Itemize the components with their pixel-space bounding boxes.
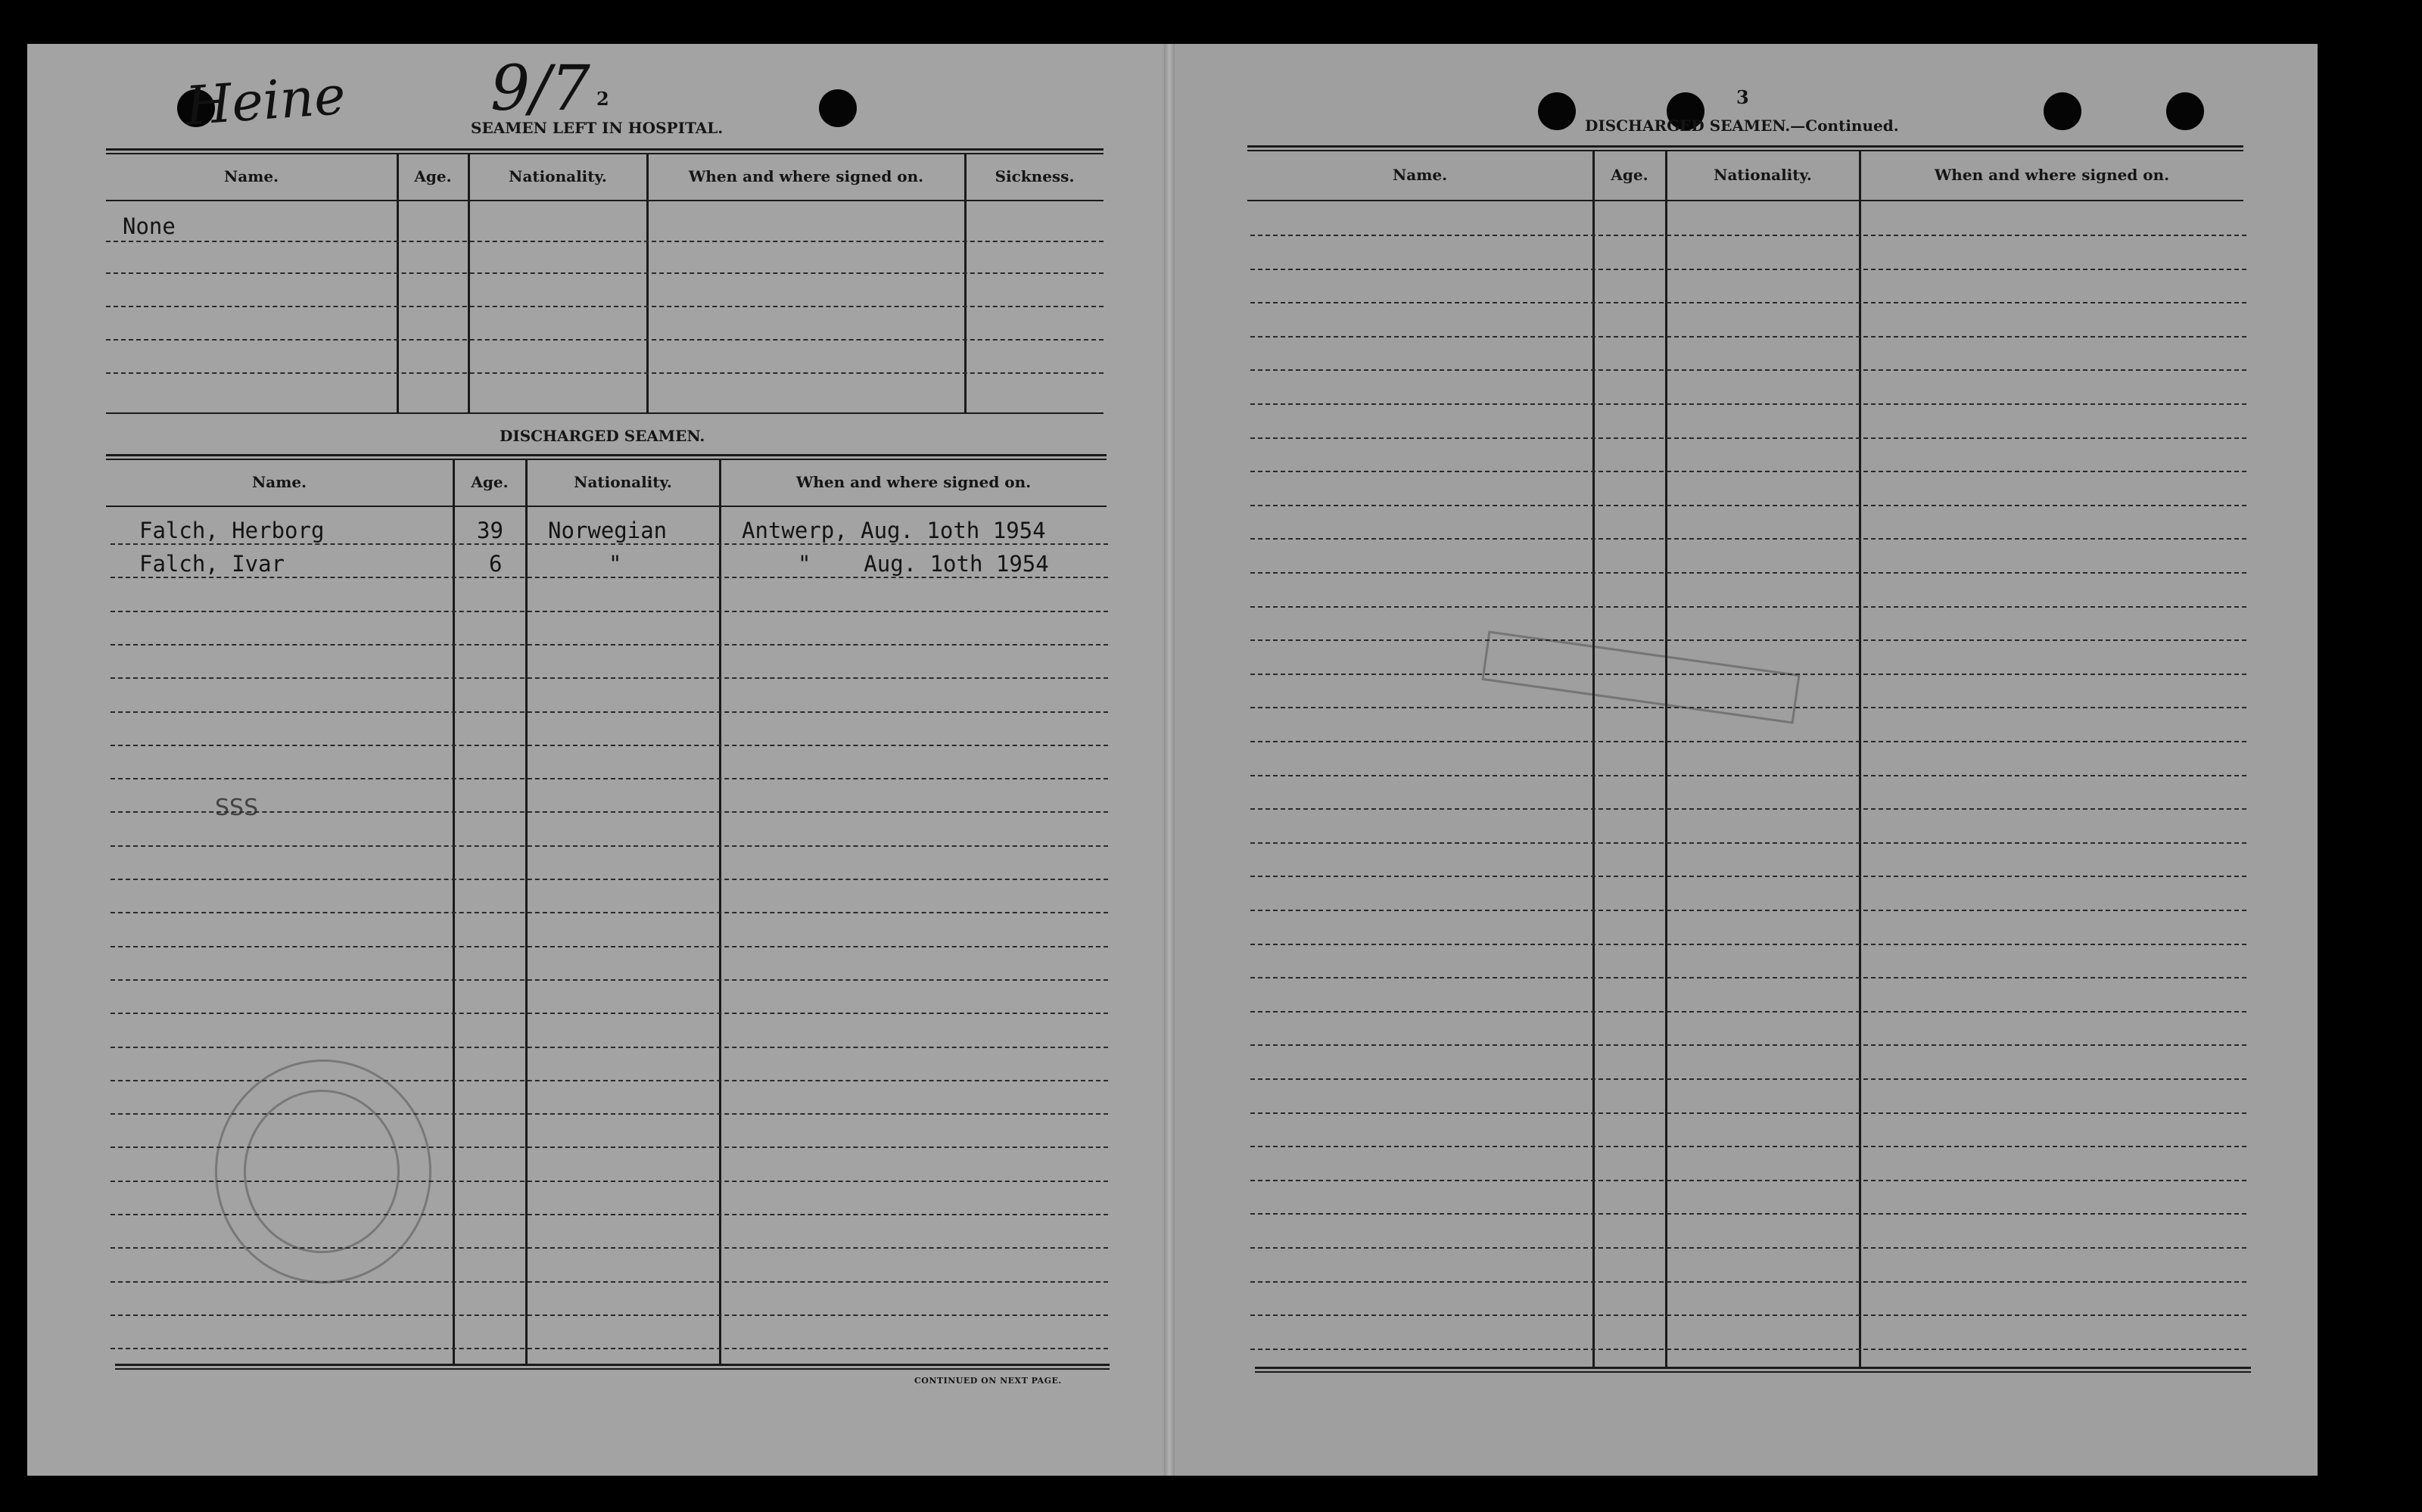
table-rule [115,1364,1110,1370]
discharged-continued-title: DISCHARGED SEAMEN.—Continued. [1585,117,1899,135]
discharged-row-name: Falch, Ivar [139,551,285,577]
punch-hole [819,89,857,127]
ruled-line [111,577,1108,578]
ruled-line [1250,1281,2246,1283]
ruled-line [1250,403,2246,405]
initials: SSS [215,795,259,821]
discharged-row-nationality: " [609,551,622,577]
ruled-line [1250,977,2246,978]
column-header: Name. [251,473,307,491]
discharged-row-nationality: Norwegian [548,518,668,543]
ruled-line [1250,235,2246,236]
ruled-line [111,1281,1108,1283]
ruled-line [106,372,1104,374]
ruled-line [111,1348,1108,1349]
ruled-line [111,778,1108,779]
ruled-line [111,1047,1108,1048]
ruled-line [111,1113,1108,1115]
column-header: When and where signed on. [1934,166,2170,184]
column-header: Age. [414,167,452,185]
ruled-line [1250,639,2246,641]
column-rule [719,459,721,1364]
table-rule [106,454,1107,460]
column-header: Nationality. [574,473,672,491]
discharged-row-signed-on: Antwerp, Aug. 1oth 1954 [742,518,1046,543]
column-rule [964,153,967,413]
ruled-line [111,946,1108,947]
ruled-line [111,1247,1108,1249]
ruled-line [1250,572,2246,574]
ruled-line [1250,1247,2246,1249]
punch-hole [1538,92,1576,130]
hospital-section-title: SEAMEN LEFT IN HOSPITAL. [471,119,724,137]
page-fold [1164,44,1175,1476]
ruled-line [111,1080,1108,1081]
ruled-line [111,879,1108,880]
discharged-row-name: Falch, Herborg [139,518,325,543]
ruled-line [1250,1180,2246,1181]
column-rule [1859,150,1861,1367]
column-header: When and where signed on. [795,473,1032,491]
ruled-line [1250,369,2246,371]
ruled-line [1250,944,2246,945]
column-header: Nationality. [509,167,607,185]
discharged-row-age: 6 [489,551,503,577]
page-number: 2 [596,88,609,110]
ruled-line [1250,302,2246,303]
ruled-line [106,272,1104,274]
column-header: Age. [1611,166,1648,184]
ruled-line [1250,1349,2246,1350]
ruled-line [111,811,1108,813]
left-page [27,44,1173,1476]
ruled-line [1250,1314,2246,1316]
table-rule [106,412,1104,414]
ruled-line [1250,741,2246,742]
ruled-line [1250,1146,2246,1147]
handwritten-page-mark: 9/7 [490,53,590,125]
ruled-line [1250,775,2246,776]
ruled-line [111,1146,1108,1148]
ruled-line [1250,336,2246,338]
ruled-line [1250,707,2246,708]
continued-note: CONTINUED ON NEXT PAGE. [914,1376,1062,1386]
column-header: When and where signed on. [688,167,924,185]
ruled-line [1250,1112,2246,1114]
ruled-line [111,711,1108,713]
page-number: 3 [1736,86,1749,108]
table-rule [1247,200,2243,201]
table-rule [1247,145,2243,151]
right-page [1163,44,2318,1476]
column-rule [468,153,470,413]
table-rule [106,148,1104,154]
column-rule [397,153,399,413]
discharged-row-signed-on: " Aug. 1oth 1954 [798,551,1049,577]
table-rule [106,506,1107,507]
punch-hole [2166,92,2204,130]
ruled-line [1250,505,2246,506]
column-header: Age. [471,473,509,491]
ruled-line [106,306,1104,307]
ruled-line [1250,674,2246,675]
column-rule [453,459,455,1364]
ruled-line [1250,1011,2246,1013]
hospital-entry: None [123,213,176,239]
ruled-line [111,845,1108,847]
table-rule [1255,1367,2251,1373]
ruled-line [1250,910,2246,911]
column-rule [1665,150,1667,1367]
column-header: Sickness. [995,167,1075,185]
ruled-line [111,677,1108,679]
ruled-line [111,644,1108,646]
column-header: Name. [223,167,279,185]
column-header: Name. [1392,166,1448,184]
column-rule [1592,150,1595,1367]
column-rule [646,153,649,413]
ruled-line [1250,1044,2246,1046]
ruled-line [111,611,1108,612]
ruled-line [1250,808,2246,810]
handwritten-name: Heine [183,64,347,138]
ruled-line [111,979,1108,981]
column-header: Nationality. [1714,166,1812,184]
ruled-line [111,912,1108,913]
column-rule [525,459,528,1364]
discharged-section-title: DISCHARGED SEAMEN. [500,427,705,445]
ruled-line [1250,1078,2246,1080]
ruled-line [111,543,1108,545]
ruled-line [111,1214,1108,1215]
ruled-line [1250,876,2246,877]
ruled-line [111,1314,1108,1316]
ruled-line [111,1013,1108,1014]
ruled-line [1250,471,2246,472]
ruled-line [1250,269,2246,270]
ruled-line [106,241,1104,242]
ruled-line [1250,538,2246,540]
ruled-line [106,339,1104,341]
ruled-line [1250,606,2246,608]
punch-hole [2044,92,2081,130]
table-rule [106,200,1104,201]
discharged-row-age: 39 [477,518,503,543]
ruled-line [111,745,1108,746]
ruled-line [1250,1213,2246,1215]
ruled-line [1250,842,2246,844]
ruled-line [111,1181,1108,1182]
ruled-line [1250,437,2246,439]
